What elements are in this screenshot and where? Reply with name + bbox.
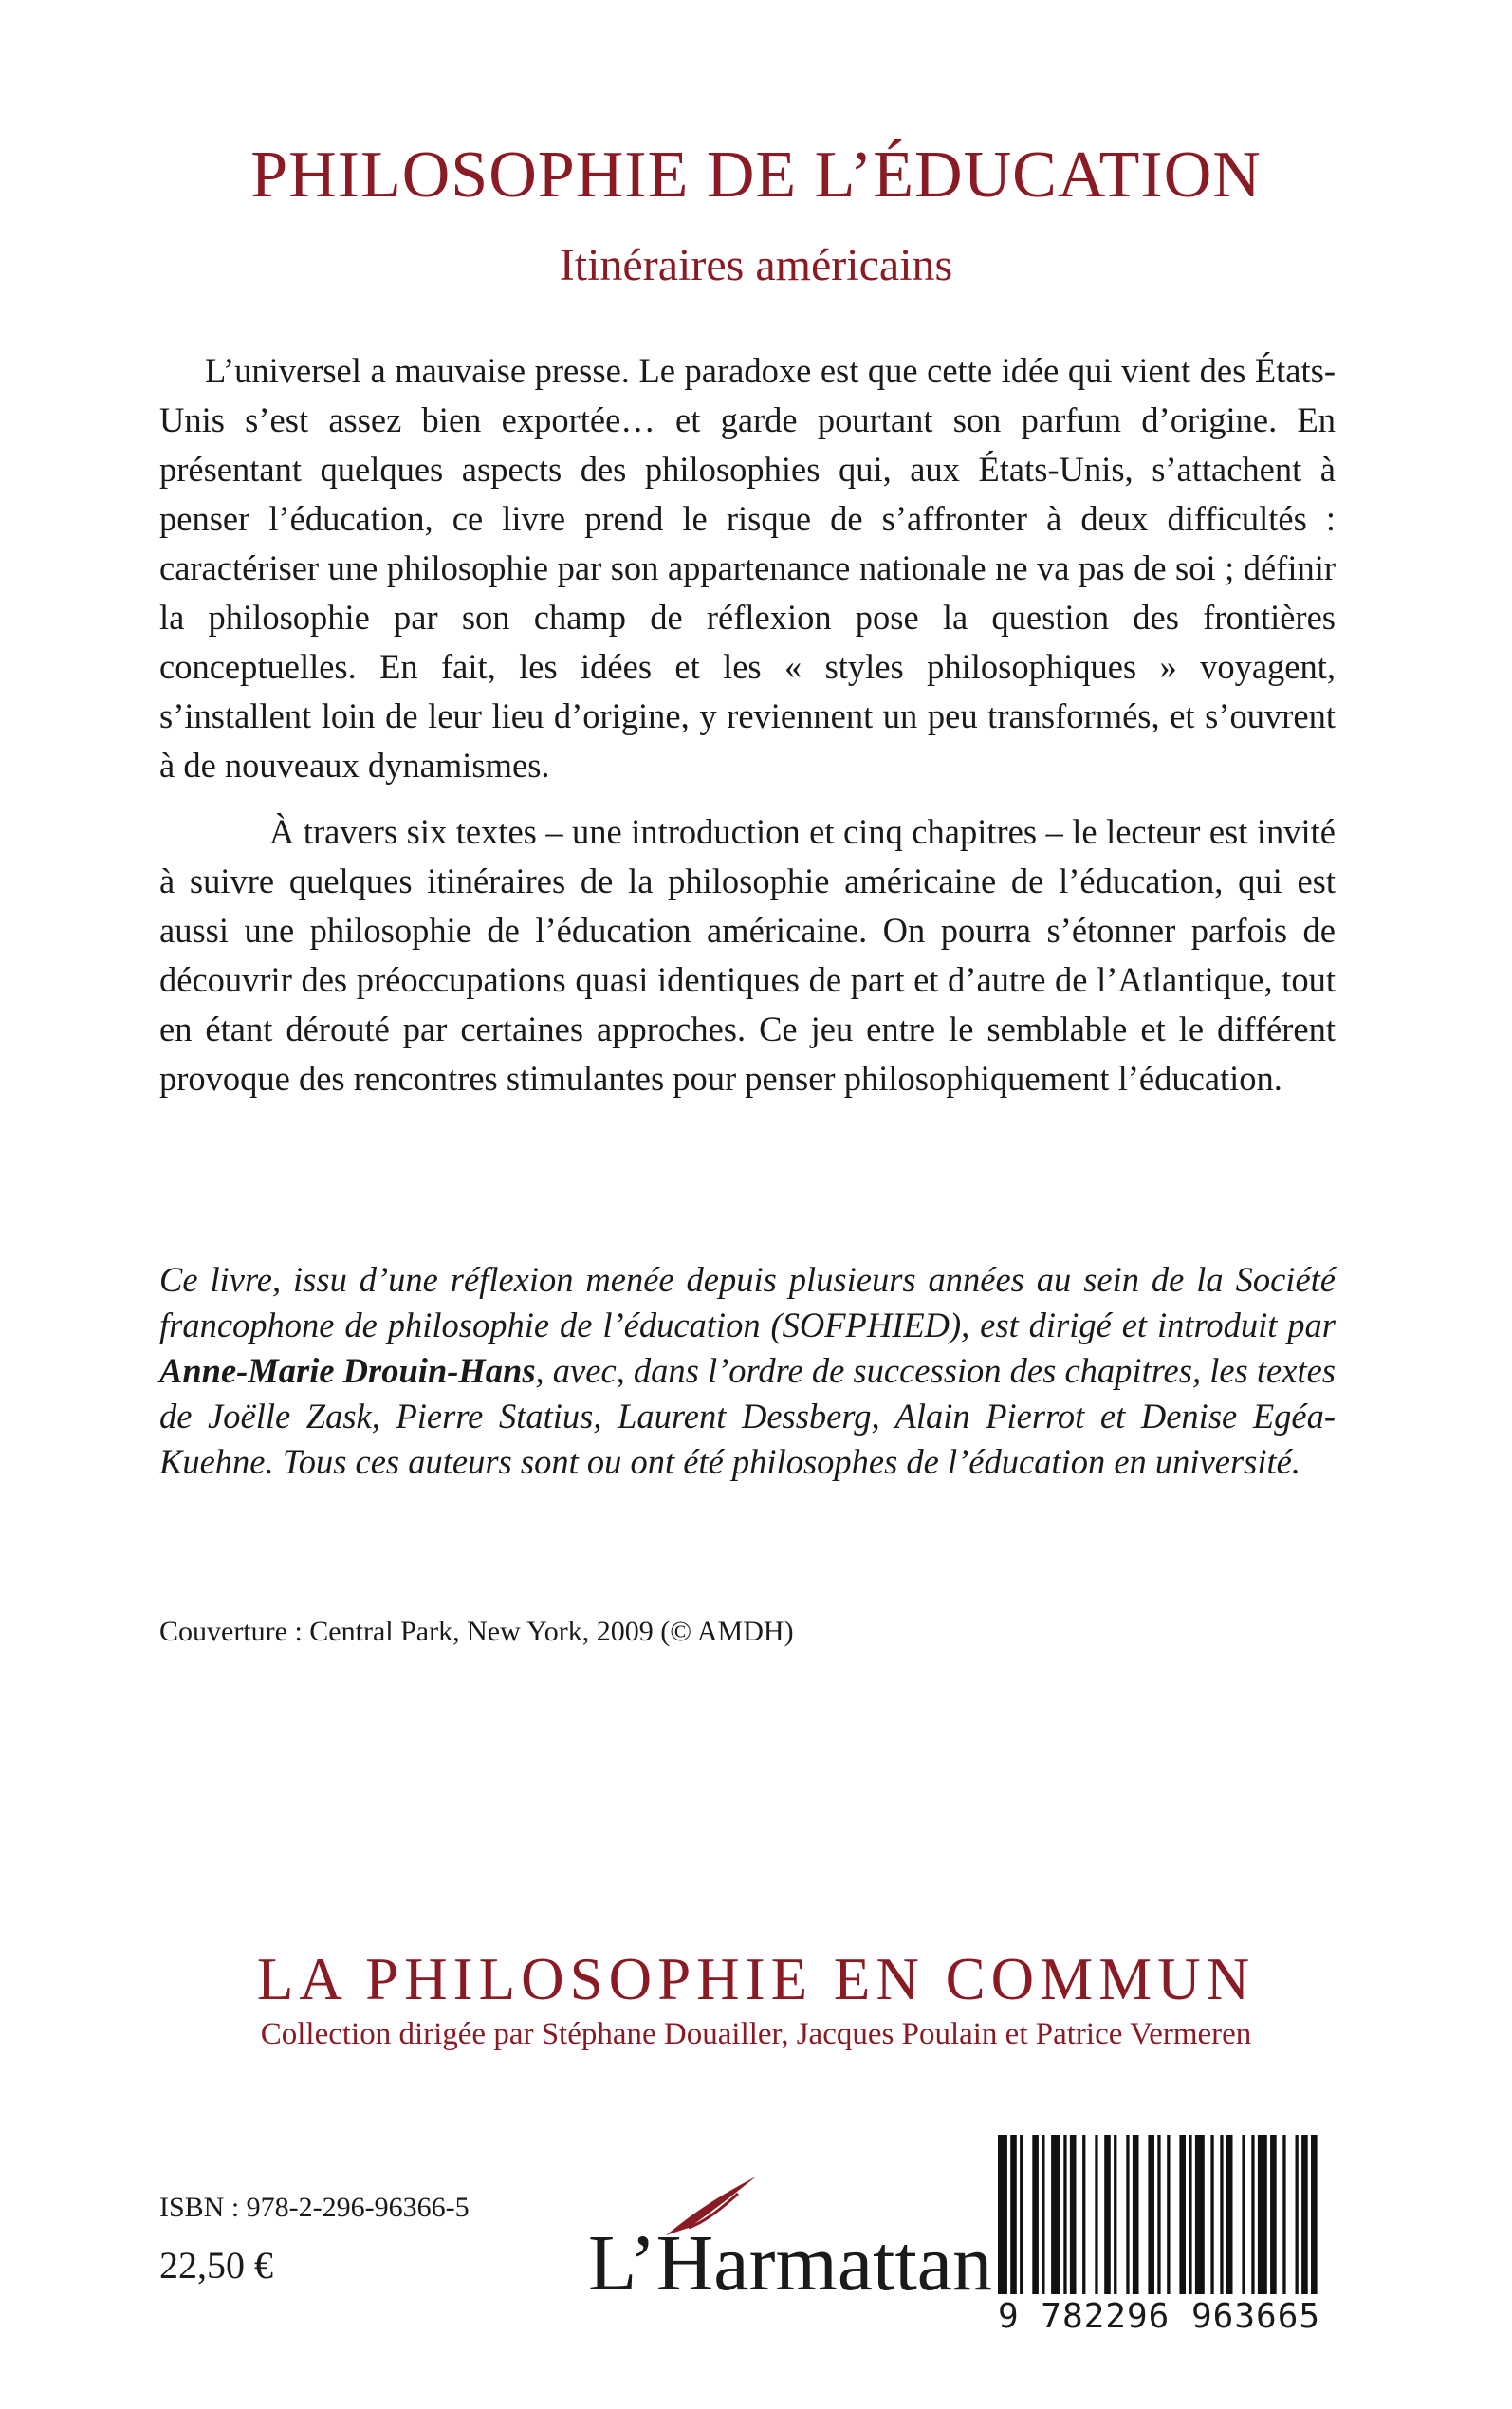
- barcode-bar: [1042, 2135, 1044, 2294]
- barcode-bar: [1195, 2135, 1205, 2294]
- barcode-bar: [1167, 2135, 1170, 2294]
- book-subtitle: Itinéraires américains: [559, 240, 953, 290]
- barcode-bars-icon: [994, 2135, 1324, 2296]
- barcode-bar: [1251, 2135, 1254, 2294]
- barcode-bar: [1133, 2135, 1139, 2294]
- barcode-bar: [998, 2135, 1007, 2294]
- barcode-bar: [1157, 2135, 1160, 2294]
- barcode-bar: [1282, 2135, 1285, 2294]
- barcode-digits: 9 782296 963665: [997, 2297, 1321, 2336]
- about-text-end: , avec, dans l’ordre de succession des chapitres, les textes de Joëlle Zask, Pierre Statius, Laurent Dessberg, Alain Pierrot et Denise Egéa-Kuehne. Tous ces auteurs sont ou ont été philosophes de l’éducation en université.: [159, 1351, 1336, 1481]
- barcode: [994, 2135, 1324, 2334]
- barcode-bar: [1051, 2135, 1060, 2294]
- editor-name: Anne-Marie Drouin-Hans: [159, 1351, 536, 1390]
- barcode-bar: [1210, 2135, 1213, 2294]
- barcode-bar: [1296, 2135, 1299, 2294]
- barcode-bar: [1032, 2135, 1039, 2294]
- barcode-bar: [1114, 2135, 1116, 2294]
- book-title: PHILOSOPHIE DE L’ÉDUCATION: [250, 139, 1262, 212]
- barcode-bar: [1148, 2135, 1154, 2294]
- barcode-bar: [1301, 2135, 1308, 2294]
- isbn: ISBN : 978-2-296-96366-5: [159, 2192, 470, 2223]
- barcode-bar: [1020, 2135, 1023, 2294]
- barcode-bar: [1063, 2135, 1066, 2294]
- publisher-logo: [588, 2173, 1034, 2315]
- barcode-bar: [1104, 2135, 1111, 2294]
- barcode-bar: [1126, 2135, 1129, 2294]
- barcode-bar: [1189, 2135, 1191, 2294]
- barcode-bar: [1095, 2135, 1097, 2294]
- publisher-name: L’Harmattan: [588, 2219, 993, 2307]
- blurb-paragraph-1: L’universel a mauvaise presse. Le paradoxe est que cette idée qui vient des États-Unis s’est assez bien exportée… et garde pourtant son parfum d’origine. En présentant quelques aspects des philosophies qui, aux États-Unis, s’attachent à penser l’éducation, ce livre prend le risque de s’affronter à deux difficultés : caractériser une philosophie par son appartenance nationale ne va pas de soi ; définir la philosophie par son champ de réflexion pose la question des frontières conceptuelles. En fait, les idées et les « styles philosophiques » voyagent, s’installent loin de leur lieu d’origine, y reviennent un peu transformés, et s’ouvrent à de nouveaux dynamismes.: [159, 351, 1336, 785]
- barcode-bar: [1258, 2135, 1267, 2294]
- cover-credit: Couverture : Central Park, New York, 2009 (© AMDH): [159, 1616, 794, 1647]
- barcode-bar: [1082, 2135, 1085, 2294]
- blurb: [159, 346, 1336, 1103]
- barcode-bar: [1010, 2135, 1017, 2294]
- collection-directors: Collection dirigée par Stéphane Douailler, Jacques Poulain et Patrice Vermeren: [260, 2017, 1252, 2051]
- barcode-bar: [1242, 2135, 1245, 2294]
- barcode-bar: [1270, 2135, 1277, 2294]
- barcode-bar: [1311, 2135, 1318, 2294]
- barcode-bar: [1179, 2135, 1186, 2294]
- about-authors: [159, 1257, 1336, 1485]
- price: 22,50 €: [159, 2244, 273, 2287]
- collection-name: LA PHILOSOPHIE EN COMMUN: [256, 1946, 1256, 2012]
- about-text-start: Ce livre, issu d’une réflexion menée depuis plusieurs années au sein de la Société francophone de philosophie de l’éducation (SOFPHIED), est dirigé et introduit par: [159, 1260, 1336, 1344]
- barcode-bar: [1070, 2135, 1077, 2294]
- blurb-paragraph-2: À travers six textes – une introduction et cinq chapitres – le lecteur est invité à suivre quelques itinéraires de la philosophie américaine de l’éducation, qui est aussi une philosophie de l’éducation américaine. On pourra s’étonner parfois de découvrir des préoccupations quasi identiques de part et d’autre de l’Atlantique, tout en étant dérouté par certaines approches. Ce jeu entre le semblable et le différent provoque des rencontres stimulantes pour penser philosophiquement l’éducation.: [159, 812, 1336, 1098]
- barcode-bar: [1220, 2135, 1223, 2294]
- barcode-bar: [1226, 2135, 1233, 2294]
